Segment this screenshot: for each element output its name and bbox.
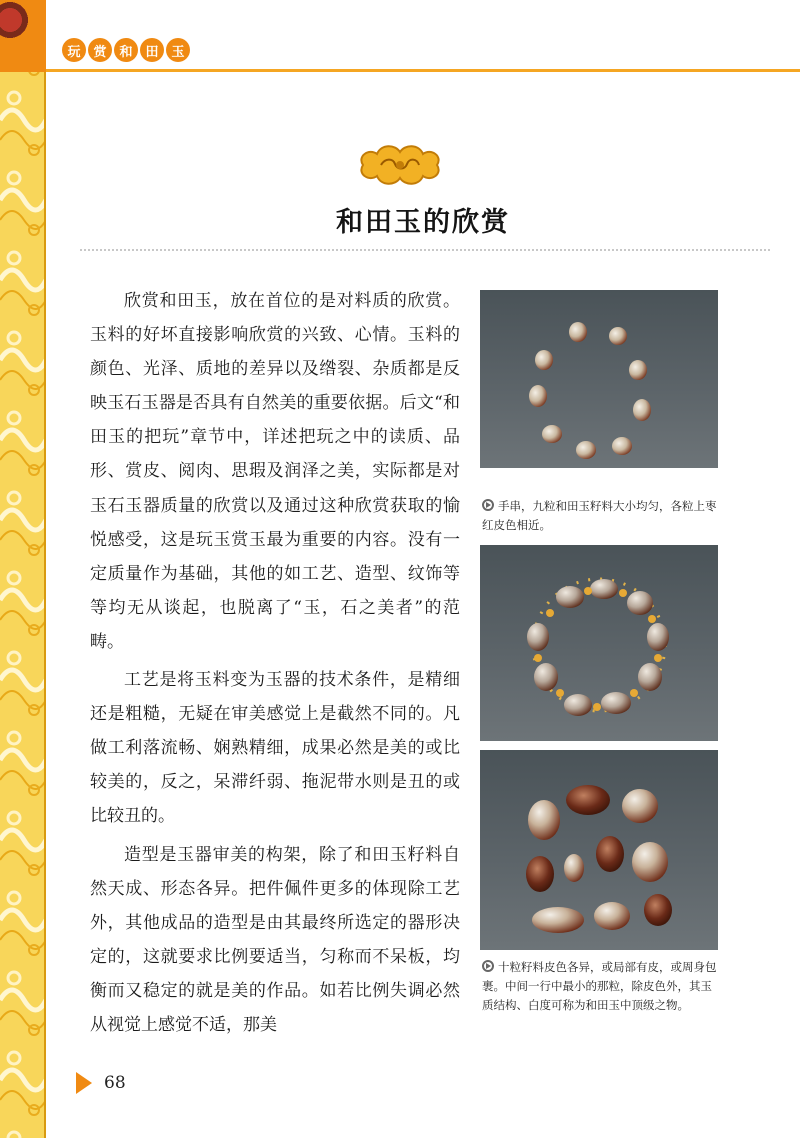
section-tag-char: 玩 xyxy=(62,38,86,62)
photo-bracelet-ring xyxy=(480,545,718,741)
article-body xyxy=(90,284,460,1046)
paragraph: 造型是玉器审美的构架，除了和田玉籽料自然天成、形态各异。把件佩件更多的体现除工艺外，其他成品的造型是由其最终所选定的器形决定的，这就要求比例要适当，匀称而不呆板，均衡而又稳定的就是美的作品。如若比例失调必然从视觉上感觉不适，那美 xyxy=(90,844,460,1035)
page-title: 和田玉的欣赏 xyxy=(336,207,510,238)
section-tag-char: 和 xyxy=(114,38,138,62)
page-number: 68 xyxy=(104,1073,126,1093)
section-tag-char: 赏 xyxy=(88,38,112,62)
caption-text: 十粒籽料皮色各异，或局部有皮，或周身包裹。中间一行中最小的那粒，除皮色外，其玉质结构、白度可称为和田玉中顶级之物。 xyxy=(482,960,717,1012)
photo-caption xyxy=(482,958,722,1015)
cloud-ornament-icon xyxy=(355,142,445,188)
section-tag xyxy=(56,38,196,62)
title-divider xyxy=(80,249,770,251)
decorative-border xyxy=(0,0,46,1138)
caption-text: 手串，九粒和田玉籽料大小均匀，各粒上枣红皮色相近。 xyxy=(482,499,717,532)
page-arrow-icon xyxy=(76,1072,92,1094)
photo-caption xyxy=(482,497,722,535)
paragraph: 欣赏和田玉，放在首位的是对料质的欣赏。玉料的好坏直接影响欣赏的兴致、心情。玉料的颜色、光泽、质地的差异以及绺裂、杂质都是反映玉石玉器是否具有自然美的重要依据。后文“和田玉的把玩”章节中，详述把玩之中的读质、品形、赏皮、阅肉、思瑕及润泽之美，实际都是对玉石玉器质量的欣赏以及通过这种欣赏获取的愉悦感受，这是玩玉赏玉最为重要的内容。没有一定质量作为基础，其他的如工艺、造型、纹饰等等均无从谈起，也脱离了“玉，石之美者”的范畴。 xyxy=(90,291,460,652)
caption-marker-icon xyxy=(482,960,494,972)
photo-bracelet-nine-pebbles xyxy=(480,290,718,468)
paragraph: 工艺是将玉料变为玉器的技术条件，是精细还是粗糙，无疑在审美感觉上是截然不同的。凡做工利落流畅、娴熟精细，成果必然是美的或比较美的，反之，呆滞纤弱、拖泥带水则是丑的或比较丑的。 xyxy=(90,670,460,827)
section-tag-char: 玉 xyxy=(166,38,190,62)
section-tag-char: 田 xyxy=(140,38,164,62)
photo-ten-pebbles xyxy=(480,750,718,950)
caption-marker-icon xyxy=(482,499,494,511)
